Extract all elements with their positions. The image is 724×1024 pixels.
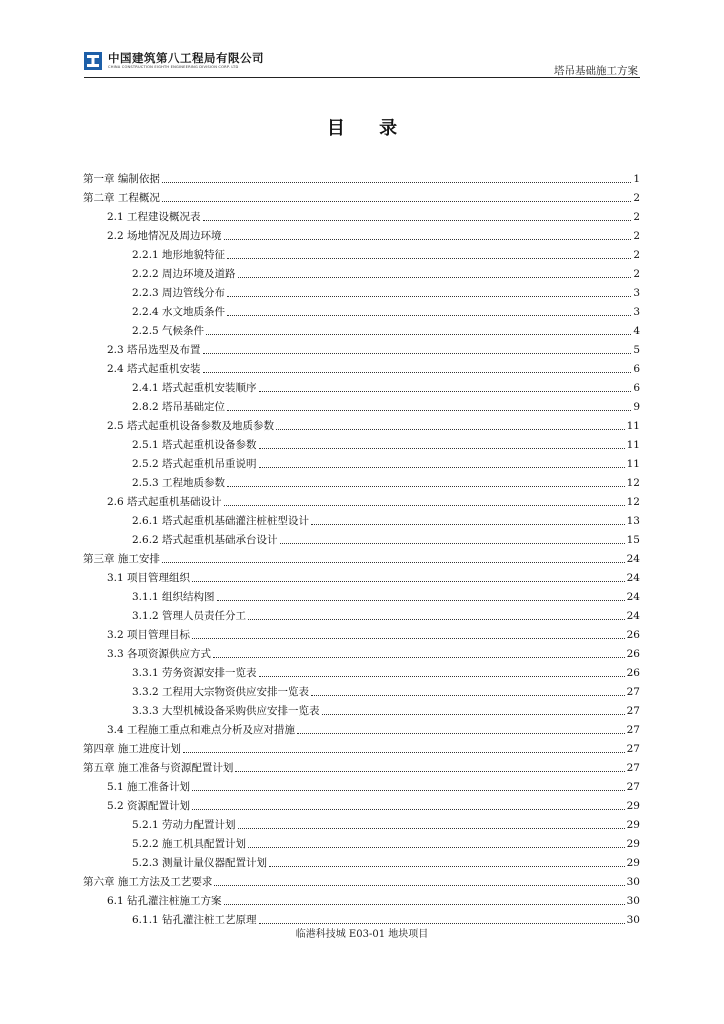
toc-entry-page: 27: [626, 743, 640, 755]
toc-entry-label: 2.2.1 地形地貌特征: [132, 249, 226, 261]
toc-entry[interactable]: [83, 338, 640, 357]
toc-entry-page: 3: [633, 306, 640, 318]
toc-entry-page: 26: [626, 648, 640, 660]
toc-leader-dots: [238, 828, 625, 829]
toc-leader-dots: [259, 448, 625, 449]
toc-entry[interactable]: [83, 775, 640, 794]
toc-entry-label: 3.4 工程施工重点和难点分析及应对措施: [107, 724, 296, 736]
toc-entry-page: 2: [633, 249, 640, 261]
toc-entry-page: 26: [626, 629, 640, 641]
toc-leader-dots: [227, 486, 625, 487]
toc-leader-dots: [214, 885, 624, 886]
toc-leader-dots: [192, 581, 625, 582]
toc-entry-label: 6.1 钻孔灌注桩施工方案: [107, 895, 222, 907]
toc-leader-dots: [322, 714, 625, 715]
toc-entry-label: 2.5 塔式起重机设备参数及地质参数: [107, 420, 275, 432]
toc-entry[interactable]: [83, 452, 640, 471]
page-footer: 临港科技城 E03-01 地块项目: [295, 929, 429, 940]
toc-entry[interactable]: [83, 680, 640, 699]
toc-entry[interactable]: [83, 414, 640, 433]
toc-entry-page: 1: [633, 173, 640, 185]
table-of-contents: [83, 167, 640, 927]
toc-leader-dots: [192, 790, 625, 791]
toc-leader-dots: [162, 201, 631, 202]
toc-entry-page: 11: [626, 458, 640, 470]
header-divider: [84, 77, 640, 78]
toc-entry-label: 3.3 各项资源供应方式: [107, 648, 212, 660]
toc-leader-dots: [297, 733, 625, 734]
toc-entry[interactable]: [83, 889, 640, 908]
toc-leader-dots: [183, 752, 625, 753]
toc-entry[interactable]: [83, 642, 640, 661]
toc-entry[interactable]: [83, 566, 640, 585]
toc-entry-page: 26: [626, 667, 640, 679]
toc-entry-label: 2.2.5 气候条件: [132, 325, 205, 337]
toc-entry-page: 6: [633, 363, 640, 375]
toc-entry-label: 第三章 施工安排: [83, 553, 160, 565]
toc-leader-dots: [217, 600, 625, 601]
toc-leader-dots: [311, 695, 625, 696]
toc-entry-label: 3.3.1 劳务资源安排一览表: [132, 667, 257, 679]
toc-leader-dots: [259, 676, 625, 677]
toc-leader-dots: [248, 619, 625, 620]
toc-entry[interactable]: [83, 756, 640, 775]
toc-leader-dots: [192, 809, 625, 810]
toc-entry-page: 29: [626, 819, 640, 831]
toc-entry-label: 2.6.2 塔式起重机基础承台设计: [132, 534, 278, 546]
page-title: 目 录: [326, 118, 412, 139]
document-name: 塔吊基础施工方案: [554, 65, 638, 77]
toc-entry-label: 2.2.2 周边环境及道路: [132, 268, 236, 280]
toc-entry-page: 27: [626, 724, 640, 736]
toc-entry[interactable]: [83, 262, 640, 281]
toc-entry-label: 2.5.3 工程地质参数: [132, 477, 226, 489]
toc-leader-dots: [203, 220, 632, 221]
toc-leader-dots: [162, 562, 625, 563]
toc-entry-page: 29: [626, 857, 640, 869]
toc-entry-page: 2: [633, 230, 640, 242]
toc-entry-label: 2.2.4 水文地质条件: [132, 306, 226, 318]
toc-entry-page: 30: [626, 876, 640, 888]
company-name-cn: 中国建筑第八工程局有限公司: [108, 51, 264, 65]
toc-entry-label: 第五章 施工准备与资源配置计划: [83, 762, 234, 774]
toc-entry-label: 2.2.3 周边管线分布: [132, 287, 226, 299]
toc-entry-page: 4: [633, 325, 640, 337]
toc-leader-dots: [203, 353, 632, 354]
toc-leader-dots: [206, 334, 631, 335]
toc-entry-page: 27: [626, 762, 640, 774]
toc-entry[interactable]: [83, 395, 640, 414]
toc-leader-dots: [227, 410, 631, 411]
toc-entry[interactable]: [83, 661, 640, 680]
toc-entry-label: 3.1.2 管理人员责任分工: [132, 610, 247, 622]
toc-entry[interactable]: [83, 281, 640, 300]
toc-entry-page: 29: [626, 800, 640, 812]
toc-entry-label: 第一章 编制依据: [83, 173, 160, 185]
toc-entry[interactable]: [83, 205, 640, 224]
toc-leader-dots: [192, 638, 625, 639]
toc-entry[interactable]: [83, 794, 640, 813]
toc-entry-label: 3.3.3 大型机械设备采购供应安排一览表: [132, 705, 320, 717]
toc-entry-page: 12: [626, 477, 640, 489]
toc-entry[interactable]: [83, 243, 640, 262]
toc-entry-page: 2: [633, 268, 640, 280]
toc-entry[interactable]: [83, 433, 640, 452]
toc-leader-dots: [224, 505, 625, 506]
company-name-en: CHINA CONSTRUCTION EIGHTH ENGINEERING DIVISION CORP. LTD: [108, 65, 239, 69]
toc-entry-label: 2.4.1 塔式起重机安装顺序: [132, 382, 257, 394]
toc-leader-dots: [162, 182, 631, 183]
toc-entry-page: 12: [626, 496, 640, 508]
toc-entry-page: 2: [633, 192, 640, 204]
toc-entry-page: 15: [626, 534, 640, 546]
toc-entry[interactable]: [83, 357, 640, 376]
toc-entry-label: 5.1 施工准备计划: [107, 781, 191, 793]
toc-entry-page: 27: [626, 781, 640, 793]
toc-entry-label: 2.6.1 塔式起重机基础灌注桩桩型设计: [132, 515, 310, 527]
toc-entry[interactable]: [83, 870, 640, 889]
toc-entry[interactable]: [83, 528, 640, 547]
toc-entry-label: 2.1 工程建设概况表: [107, 211, 201, 223]
toc-entry-label: 2.6 塔式起重机基础设计: [107, 496, 222, 508]
toc-entry[interactable]: [83, 547, 640, 566]
toc-entry-label: 3.1.1 组织结构图: [132, 591, 215, 603]
toc-entry[interactable]: [83, 813, 640, 832]
toc-entry-page: 3: [633, 287, 640, 299]
company-logo-icon: [84, 52, 102, 70]
toc-leader-dots: [227, 315, 631, 316]
toc-leader-dots: [311, 524, 625, 525]
toc-entry[interactable]: [83, 509, 640, 528]
toc-leader-dots: [276, 429, 625, 430]
toc-entry-page: 13: [626, 515, 640, 527]
toc-entry-label: 第四章 施工进度计划: [83, 743, 181, 755]
toc-entry-label: 2.3 塔吊选型及布置: [107, 344, 201, 356]
toc-entry-page: 30: [626, 914, 640, 926]
toc-leader-dots: [248, 847, 625, 848]
toc-entry-label: 2.5.2 塔式起重机吊重说明: [132, 458, 257, 470]
toc-entry-label: 5.2.3 测量计量仪器配置计划: [132, 857, 268, 869]
toc-entry-page: 5: [633, 344, 640, 356]
toc-entry[interactable]: [83, 832, 640, 851]
toc-entry-page: 2: [633, 211, 640, 223]
toc-leader-dots: [213, 657, 625, 658]
toc-entry[interactable]: [83, 167, 640, 186]
toc-leader-dots: [224, 239, 632, 240]
toc-entry-label: 3.1 项目管理组织: [107, 572, 191, 584]
toc-entry[interactable]: [83, 737, 640, 756]
toc-entry-page: 24: [626, 591, 640, 603]
toc-leader-dots: [259, 391, 632, 392]
toc-entry[interactable]: [83, 186, 640, 205]
toc-entry-label: 5.2 资源配置计划: [107, 800, 191, 812]
toc-entry[interactable]: [83, 718, 640, 737]
toc-leader-dots: [269, 866, 625, 867]
toc-entry-label: 2.8.2 塔吊基础定位: [132, 401, 226, 413]
toc-entry-page: 30: [626, 895, 640, 907]
toc-entry-page: 27: [626, 705, 640, 717]
toc-entry-page: 11: [626, 420, 640, 432]
toc-entry[interactable]: [83, 319, 640, 338]
toc-leader-dots: [227, 296, 631, 297]
toc-entry-label: 2.4 塔式起重机安装: [107, 363, 201, 375]
toc-entry[interactable]: [83, 585, 640, 604]
toc-leader-dots: [259, 923, 625, 924]
toc-leader-dots: [259, 467, 625, 468]
toc-entry-label: 5.2.1 劳动力配置计划: [132, 819, 236, 831]
toc-entry[interactable]: [83, 699, 640, 718]
toc-leader-dots: [235, 771, 624, 772]
toc-entry-label: 5.2.2 施工机具配置计划: [132, 838, 247, 850]
toc-entry-page: 6: [633, 382, 640, 394]
toc-entry[interactable]: [83, 490, 640, 509]
toc-entry-page: 24: [626, 610, 640, 622]
toc-entry-page: 27: [626, 686, 640, 698]
toc-entry-label: 2.2 场地情况及周边环境: [107, 230, 222, 242]
toc-entry[interactable]: [83, 300, 640, 319]
toc-entry-page: 11: [626, 439, 640, 451]
toc-entry-label: 3.2 项目管理目标: [107, 629, 191, 641]
toc-entry-label: 第二章 工程概况: [83, 192, 160, 204]
toc-leader-dots: [238, 277, 632, 278]
toc-entry[interactable]: [83, 224, 640, 243]
toc-entry-label: 第六章 施工方法及工艺要求: [83, 876, 213, 888]
toc-entry[interactable]: [83, 623, 640, 642]
toc-leader-dots: [203, 372, 632, 373]
toc-entry-page: 24: [626, 553, 640, 565]
toc-entry[interactable]: [83, 376, 640, 395]
toc-entry[interactable]: [83, 471, 640, 490]
toc-entry-page: 9: [633, 401, 640, 413]
toc-leader-dots: [227, 258, 631, 259]
toc-entry-page: 29: [626, 838, 640, 850]
toc-leader-dots: [224, 904, 625, 905]
toc-leader-dots: [280, 543, 625, 544]
toc-entry[interactable]: [83, 851, 640, 870]
toc-entry-page: 24: [626, 572, 640, 584]
toc-entry-label: 6.1.1 钻孔灌注桩工艺原理: [132, 914, 257, 926]
toc-entry[interactable]: [83, 604, 640, 623]
toc-entry-label: 3.3.2 工程用大宗物资供应安排一览表: [132, 686, 310, 698]
toc-entry-label: 2.5.1 塔式起重机设备参数: [132, 439, 257, 451]
page-header: [84, 50, 640, 76]
